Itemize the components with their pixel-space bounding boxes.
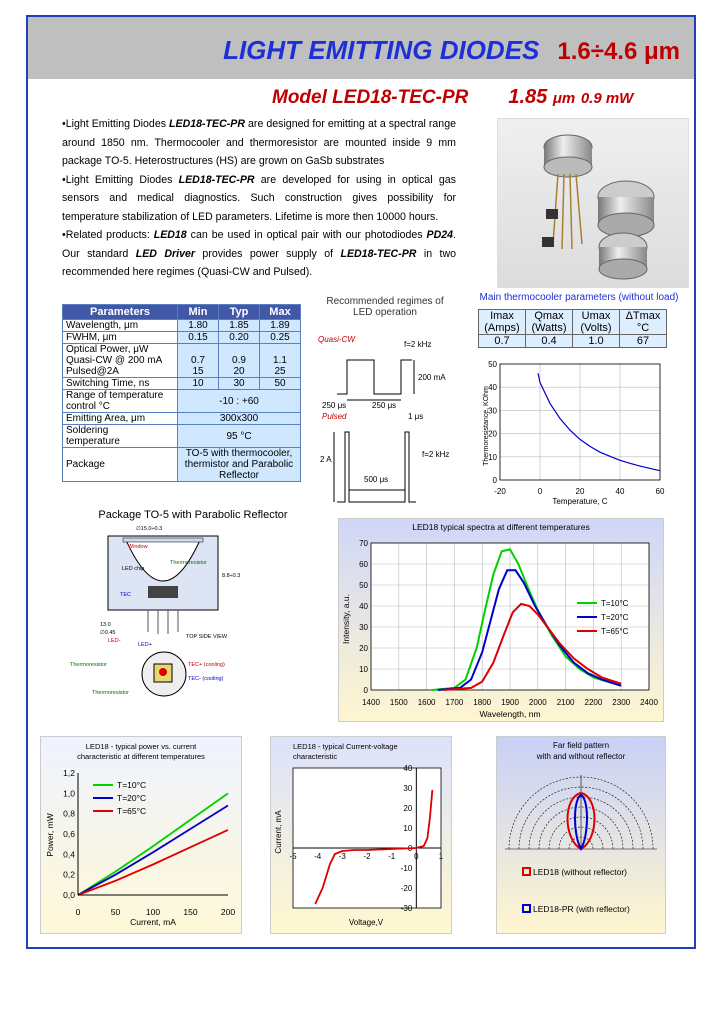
param-value: 300x300 [178, 413, 301, 425]
thermo-h-dtmax: ΔTmax °C [620, 310, 667, 335]
x-tick-label: 0 [414, 852, 419, 861]
chart-title: Far field pattern [552, 741, 610, 750]
pkg-tec-plus: TEC+ (cooling) [188, 662, 225, 668]
y-axis-label: Thermoresistance, KOhm [483, 386, 490, 466]
x-tick-label: 2000 [528, 698, 547, 707]
header-bar [28, 17, 694, 79]
pkg-chip: LED chip [122, 566, 145, 572]
pkg-diameter: ∅15.0÷0.3 [136, 526, 163, 532]
legend-label: T=20°C [601, 613, 629, 622]
legend-label: T=10°C [117, 780, 147, 790]
x-tick-label: 2400 [640, 698, 658, 707]
model-title: Model LED18-TEC-PR 1.85 μm 0.9 mW [272, 86, 634, 108]
param-typ: 30 [219, 378, 260, 390]
param-row [63, 425, 301, 448]
intro-paragraph-3: •Related products: LED18 can be used in optical pair with our photodiodes PD24. Our standard LED Driver provides power supply of LED18-TEC-PR in two recommended here regimes (Quasi-CW and Pulsed). [62, 229, 457, 278]
chart-title: LED18 - typical Current-voltage [293, 742, 398, 751]
param-min: 10 [178, 378, 219, 390]
y-tick-label: 1,0 [63, 788, 75, 799]
model-wavelength: 1.85 μm 0.9 mW [508, 86, 634, 108]
col-min: Min [178, 305, 219, 320]
x-tick-label: -2 [363, 852, 371, 861]
y-tick-label: 0,8 [63, 808, 75, 819]
x-tick-label: 1600 [417, 698, 436, 707]
param-name: Optical Power, μW Quasi-CW @ 200 mA Pulsed@2A [63, 344, 178, 378]
regimes-diagram [312, 322, 462, 517]
y-tick-label: 1,2 [63, 768, 75, 778]
param-name: FWHM, μm [63, 332, 178, 344]
y-tick-label: 60 [359, 560, 368, 569]
pkg-led-minus: LED- [108, 638, 121, 644]
thermo-v-umax: 1.0 [573, 335, 620, 348]
y-tick-label: 50 [488, 360, 497, 369]
x-tick-label: 1700 [445, 698, 464, 707]
y-tick-label: 40 [488, 383, 497, 393]
y-axis-label: Current, mA [274, 810, 283, 854]
y-axis-label: Intensity, a.u. [341, 594, 351, 644]
pulsed-freq: f=2 kHz [422, 450, 450, 459]
quasi-t2: 250 μs [372, 401, 397, 410]
pkg-tec-minus: TEC- (cooling) [188, 676, 224, 682]
x-tick-label: 1800 [473, 698, 492, 707]
y-tick-label: 30 [403, 784, 413, 793]
param-typ: 1.85 [219, 320, 260, 332]
pkg-led-plus: LED+ [138, 642, 152, 648]
y-tick-label: 70 [359, 539, 368, 548]
pkg-thermo: Thermoresistor [170, 560, 207, 566]
thermo-h-imax: Imax (Amps) [479, 310, 526, 335]
param-row [63, 344, 301, 378]
x-tick-label: -1 [388, 852, 396, 861]
y-tick-label: 50 [359, 581, 368, 590]
param-max: 0.25 [260, 332, 301, 344]
thermoresistance-chart [478, 356, 674, 506]
x-tick-label: 2300 [612, 698, 631, 707]
x-tick-label: 2200 [584, 698, 603, 707]
quasi-freq: f=2 kHz [404, 340, 432, 349]
pkg-dim1: 13.0 [100, 622, 111, 628]
col-max: Max [260, 305, 301, 320]
param-row [63, 413, 301, 425]
param-typ: 0.20 [219, 332, 260, 344]
y-tick-label: 10 [403, 824, 413, 833]
param-row [63, 378, 301, 390]
pkg-window: Window [128, 544, 148, 550]
x-axis-label: Voltage,V [348, 918, 384, 927]
range-label: 1.6÷4.6 μm [557, 38, 680, 65]
plot-area [293, 768, 441, 908]
param-value: TO-5 with thermocooler, thermistor and Parabolic Reflector [178, 448, 301, 482]
intro-text [62, 115, 456, 282]
param-row [63, 320, 301, 332]
y-tick-label: -30 [400, 904, 413, 913]
legend-label: T=65°C [601, 627, 629, 636]
x-axis-label: Wavelength, nm [479, 709, 541, 719]
param-row [63, 448, 301, 482]
series-line-data [538, 373, 660, 470]
farfield-panel [496, 736, 666, 934]
param-max: 50 [260, 378, 301, 390]
quasi-cw-label: Quasi-CW [318, 335, 355, 344]
param-value: -10 : +60 [178, 390, 301, 413]
y-tick-label: 10 [488, 452, 497, 462]
param-name: Emitting Area, μm [63, 413, 178, 425]
y-tick-label: 20 [403, 804, 413, 813]
param-name: Range of temperature control °C [63, 390, 178, 413]
quasi-t1: 250 μs [322, 401, 347, 410]
legend-label: LED18 (without reflector) [533, 867, 628, 877]
chart-title: with and without reflector [536, 752, 626, 761]
spectra-panel [338, 518, 664, 722]
pkg-dim2: ∅0.45 [100, 630, 116, 636]
y-tick-label: 0,0 [63, 890, 75, 900]
chart-title: characteristic [293, 752, 338, 761]
legend-label: T=65°C [117, 806, 147, 816]
x-tick-label: 150 [183, 907, 198, 917]
parameters-table [62, 304, 301, 482]
pulsed-amplitude: 2 A [320, 455, 332, 464]
param-typ: 0.9 20 [219, 344, 260, 378]
pkg-thermo2: Thermoresistor [70, 662, 107, 668]
x-tick-label: 0 [75, 907, 81, 917]
pkg-height: 8.8÷0.3 [222, 573, 241, 579]
param-name: Soldering temperature [63, 425, 178, 448]
y-tick-label: 0 [363, 686, 368, 695]
package-title: Package TO-5 with Parabolic Reflector [98, 509, 288, 521]
x-tick-label: 40 [615, 487, 625, 496]
x-tick-label: -20 [494, 487, 506, 496]
chart-title: LED18 - typical power vs. current [85, 742, 197, 751]
x-tick-label: 1 [438, 852, 444, 861]
y-tick-label: 0,4 [63, 849, 75, 860]
x-tick-label: -4 [314, 852, 322, 861]
param-min: 0.15 [178, 332, 219, 344]
y-tick-label: 0,6 [63, 829, 75, 839]
x-tick-label: 60 [655, 487, 665, 496]
thermo-v-dtmax: 67 [620, 335, 667, 348]
y-tick-label: 10 [359, 665, 368, 674]
y-axis-label: Power, mW [45, 813, 55, 857]
param-max: 1.89 [260, 320, 301, 332]
pulsed-width: 1 μs [408, 412, 424, 421]
thermo-h-umax: Umax (Volts) [573, 310, 620, 335]
x-tick-label: -3 [338, 852, 346, 861]
col-parameters: Parameters [63, 305, 178, 320]
y-tick-label: 0 [492, 476, 497, 485]
power-panel [40, 736, 242, 934]
x-axis-label: Current, mA [130, 917, 176, 927]
legend-label: T=20°C [117, 793, 147, 803]
regimes-title: Recommended regimes of LED operation [326, 296, 444, 318]
y-tick-label: 40 [403, 764, 413, 773]
y-tick-label: 20 [359, 644, 368, 653]
param-name: Wavelength, μm [63, 320, 178, 332]
y-tick-label: -20 [400, 884, 413, 893]
intro-paragraph-1: •Light Emitting Diodes LED18-TEC-PR are designed for emitting at a spectral range around 1850 nm. Thermocooler and thermoresistor are mounted inside 9 mm package TO-5. Heterostructures (HS) are grown on GaSb substrates [62, 118, 456, 167]
pkg-tec: TEC [120, 592, 131, 598]
pulsed-label: Pulsed [322, 412, 347, 421]
chart-title: LED18 typical spectra at different temperatures [412, 522, 590, 532]
param-row [63, 390, 301, 413]
y-tick-label: 40 [359, 602, 368, 611]
param-row [63, 332, 301, 344]
thermo-title: Main thermocooler parameters (without load) [479, 292, 679, 303]
x-axis-label: Temperature, C [552, 497, 608, 506]
x-tick-label: 1500 [389, 698, 408, 707]
y-tick-label: 0 [407, 844, 413, 853]
param-name: Switching Time, ns [63, 378, 178, 390]
product-photo [497, 118, 689, 288]
legend-label: T=10°C [601, 599, 629, 608]
param-name: Package [63, 448, 178, 482]
x-tick-label: 100 [145, 907, 161, 917]
x-tick-label: -5 [289, 852, 297, 861]
power-current-chart [41, 737, 241, 933]
col-typ: Typ [219, 305, 260, 320]
param-max: 1.1 25 [260, 344, 301, 378]
pkg-top-view: TOP SIDE VIEW [186, 634, 228, 640]
quasi-amplitude: 200 mA [418, 373, 446, 382]
x-tick-label: 1400 [362, 698, 380, 707]
x-tick-label: 20 [575, 487, 585, 496]
param-min: 1.80 [178, 320, 219, 332]
thermo-v-imax: 0.7 [479, 335, 526, 348]
package-drawing [70, 522, 258, 702]
intro-paragraph-2: •Light Emitting Diodes LED18-TEC-PR are developed for using in optical gas sensors and medical diagnostics. Such construction gives possibility for temperature stabilization of LED parameters. Lifetime is more then 10000 hours. [62, 173, 456, 223]
current-voltage-chart [271, 737, 451, 933]
thermo-v-qmax: 0.4 [526, 335, 573, 348]
y-tick-label: 20 [488, 429, 497, 439]
y-tick-label: 0,2 [63, 869, 75, 880]
page-title: LIGHT EMITTING DIODES 1.6÷4.6 μm [223, 35, 680, 65]
pkg-thermo3: Thermoresistor [92, 690, 129, 696]
far-field-chart [497, 737, 665, 933]
param-value: 95 °C [178, 425, 301, 448]
chart-title: characteristic at different temperatures [77, 752, 205, 761]
thermo-h-qmax: Qmax (Watts) [526, 310, 573, 335]
iv-panel [270, 736, 452, 934]
x-tick-label: 1900 [501, 698, 519, 707]
y-tick-label: 30 [488, 406, 497, 416]
x-tick-label: 2100 [556, 698, 575, 707]
param-min: 0.7 15 [178, 344, 219, 378]
pulsed-period: 500 μs [364, 475, 389, 484]
thermo-table [478, 309, 667, 348]
x-tick-label: 200 [220, 907, 236, 917]
legend-label: LED18-PR (with reflector) [533, 904, 630, 914]
y-tick-label: -10 [400, 864, 413, 873]
y-tick-label: 30 [359, 623, 368, 632]
spectra-chart [339, 519, 663, 721]
x-tick-label: 50 [110, 907, 121, 917]
x-tick-label: 0 [537, 487, 543, 496]
